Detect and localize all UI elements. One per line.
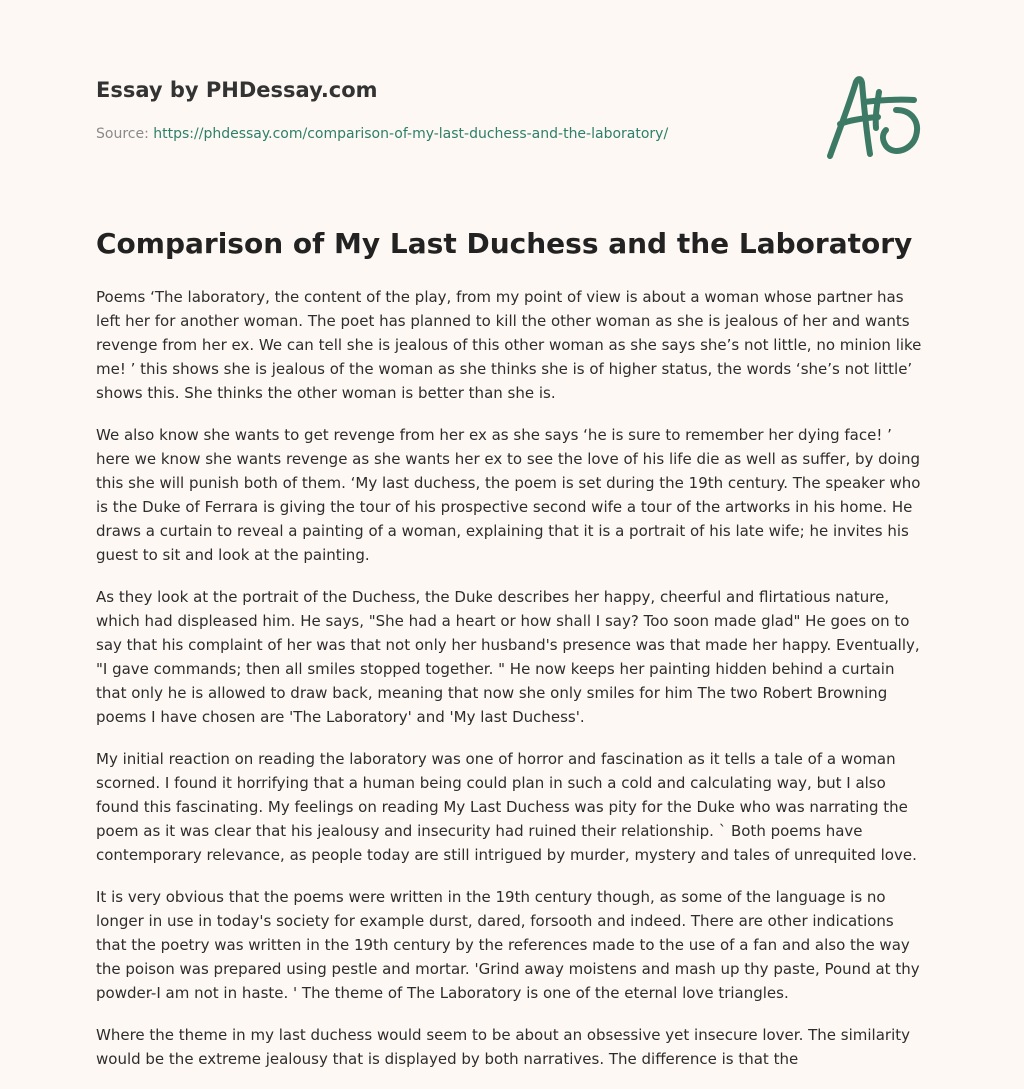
paragraph: We also know she wants to get revenge from her ex as she says ‘he is sure to remember her dying face! ’ here we know she wants revenge as she wants her ex to see the love of his life die as well as suffer, by doing this she will punish both of them. ‘My last duchess, the poem is set during the 19th century. The speaker who is the Duke of Ferrara is giving the tour of his prospective second wife a tour of the artworks in his home. He draws a curtain to reveal a painting of a woman, explaining that it is a portrait of his late wife; he invites his guest to sit and look at the painting.	[96, 426, 921, 564]
paragraph: It is very obvious that the poems were written in the 19th century though, as some of the language is no longer in use in today's society for example durst, dared, forsooth and indeed. There are other indications that the poetry was written in the 19th century by the references made to the use of a fan and also the way the poison was prepared using pestle and mortar. 'Grind away moistens and mash up thy paste, Pound at thy powder-I am not in haste. ' The theme of The Laboratory is one of the eternal love triangles.	[96, 888, 920, 1002]
article-title: Comparison of My Last Duchess and the Laboratory	[96, 227, 913, 260]
source-link[interactable]: https://phdessay.com/comparison-of-my-last-duchess-and-the-laboratory/	[153, 126, 669, 142]
article-body	[96, 285, 928, 1089]
paragraph: My initial reaction on reading the laboratory was one of horror and fascination as it tells a tale of a woman scorned. I found it horrifying that a human being could plan in such a cold and calculating way, but I also found this fascinating. My feelings on reading My Last Duchess was pity for the Duke who was narrating the poem as it was clear that his jealousy and insecurity had ruined their relationship. ` Both poems have contemporary relevance, as people today are still intrigued by murder, mystery and tales of unrequited love.	[96, 750, 917, 864]
paragraph: Poems ‘The laboratory, the content of the play, from my point of view is about a woman whose partner has left her for another woman. The poet has planned to kill the other woman as she is jealous of her and wants revenge from her ex. We can tell she is jealous of this other woman as she says she’s not little, no minion like me! ’ this shows she is jealous of the woman as she thinks she is of higher status, the words ‘she’s not little’ shows this. She thinks the other woman is better than she is.	[96, 288, 922, 402]
paragraph: As they look at the portrait of the Duchess, the Duke describes her happy, cheerful and flirtatious nature, which had displeased him. He says, "She had a heart or how shall I say? Too soon made glad" He goes on to say that his complaint of her was that not only her husband's presence was that made her happy. Eventually, "I gave commands; then all smiles stopped together. " He now keeps her painting hidden behind a curtain that only he is allowed to draw back, meaning that now she only smiles for him The two Robert Browning poems I have chosen are 'The Laboratory' and 'My last Duchess'.	[96, 588, 920, 726]
source-label: Source:	[96, 126, 154, 142]
page-header	[96, 76, 928, 166]
a-plus-logo-icon	[824, 70, 928, 164]
paragraph: Where the theme in my last duchess would seem to be about an obsessive yet insecure lover. The similarity would be the extreme jealousy that is displayed by both narratives. The difference is that the	[96, 1026, 910, 1068]
site-title: Essay by PHDessay.com	[96, 78, 378, 102]
source-line	[96, 124, 668, 144]
